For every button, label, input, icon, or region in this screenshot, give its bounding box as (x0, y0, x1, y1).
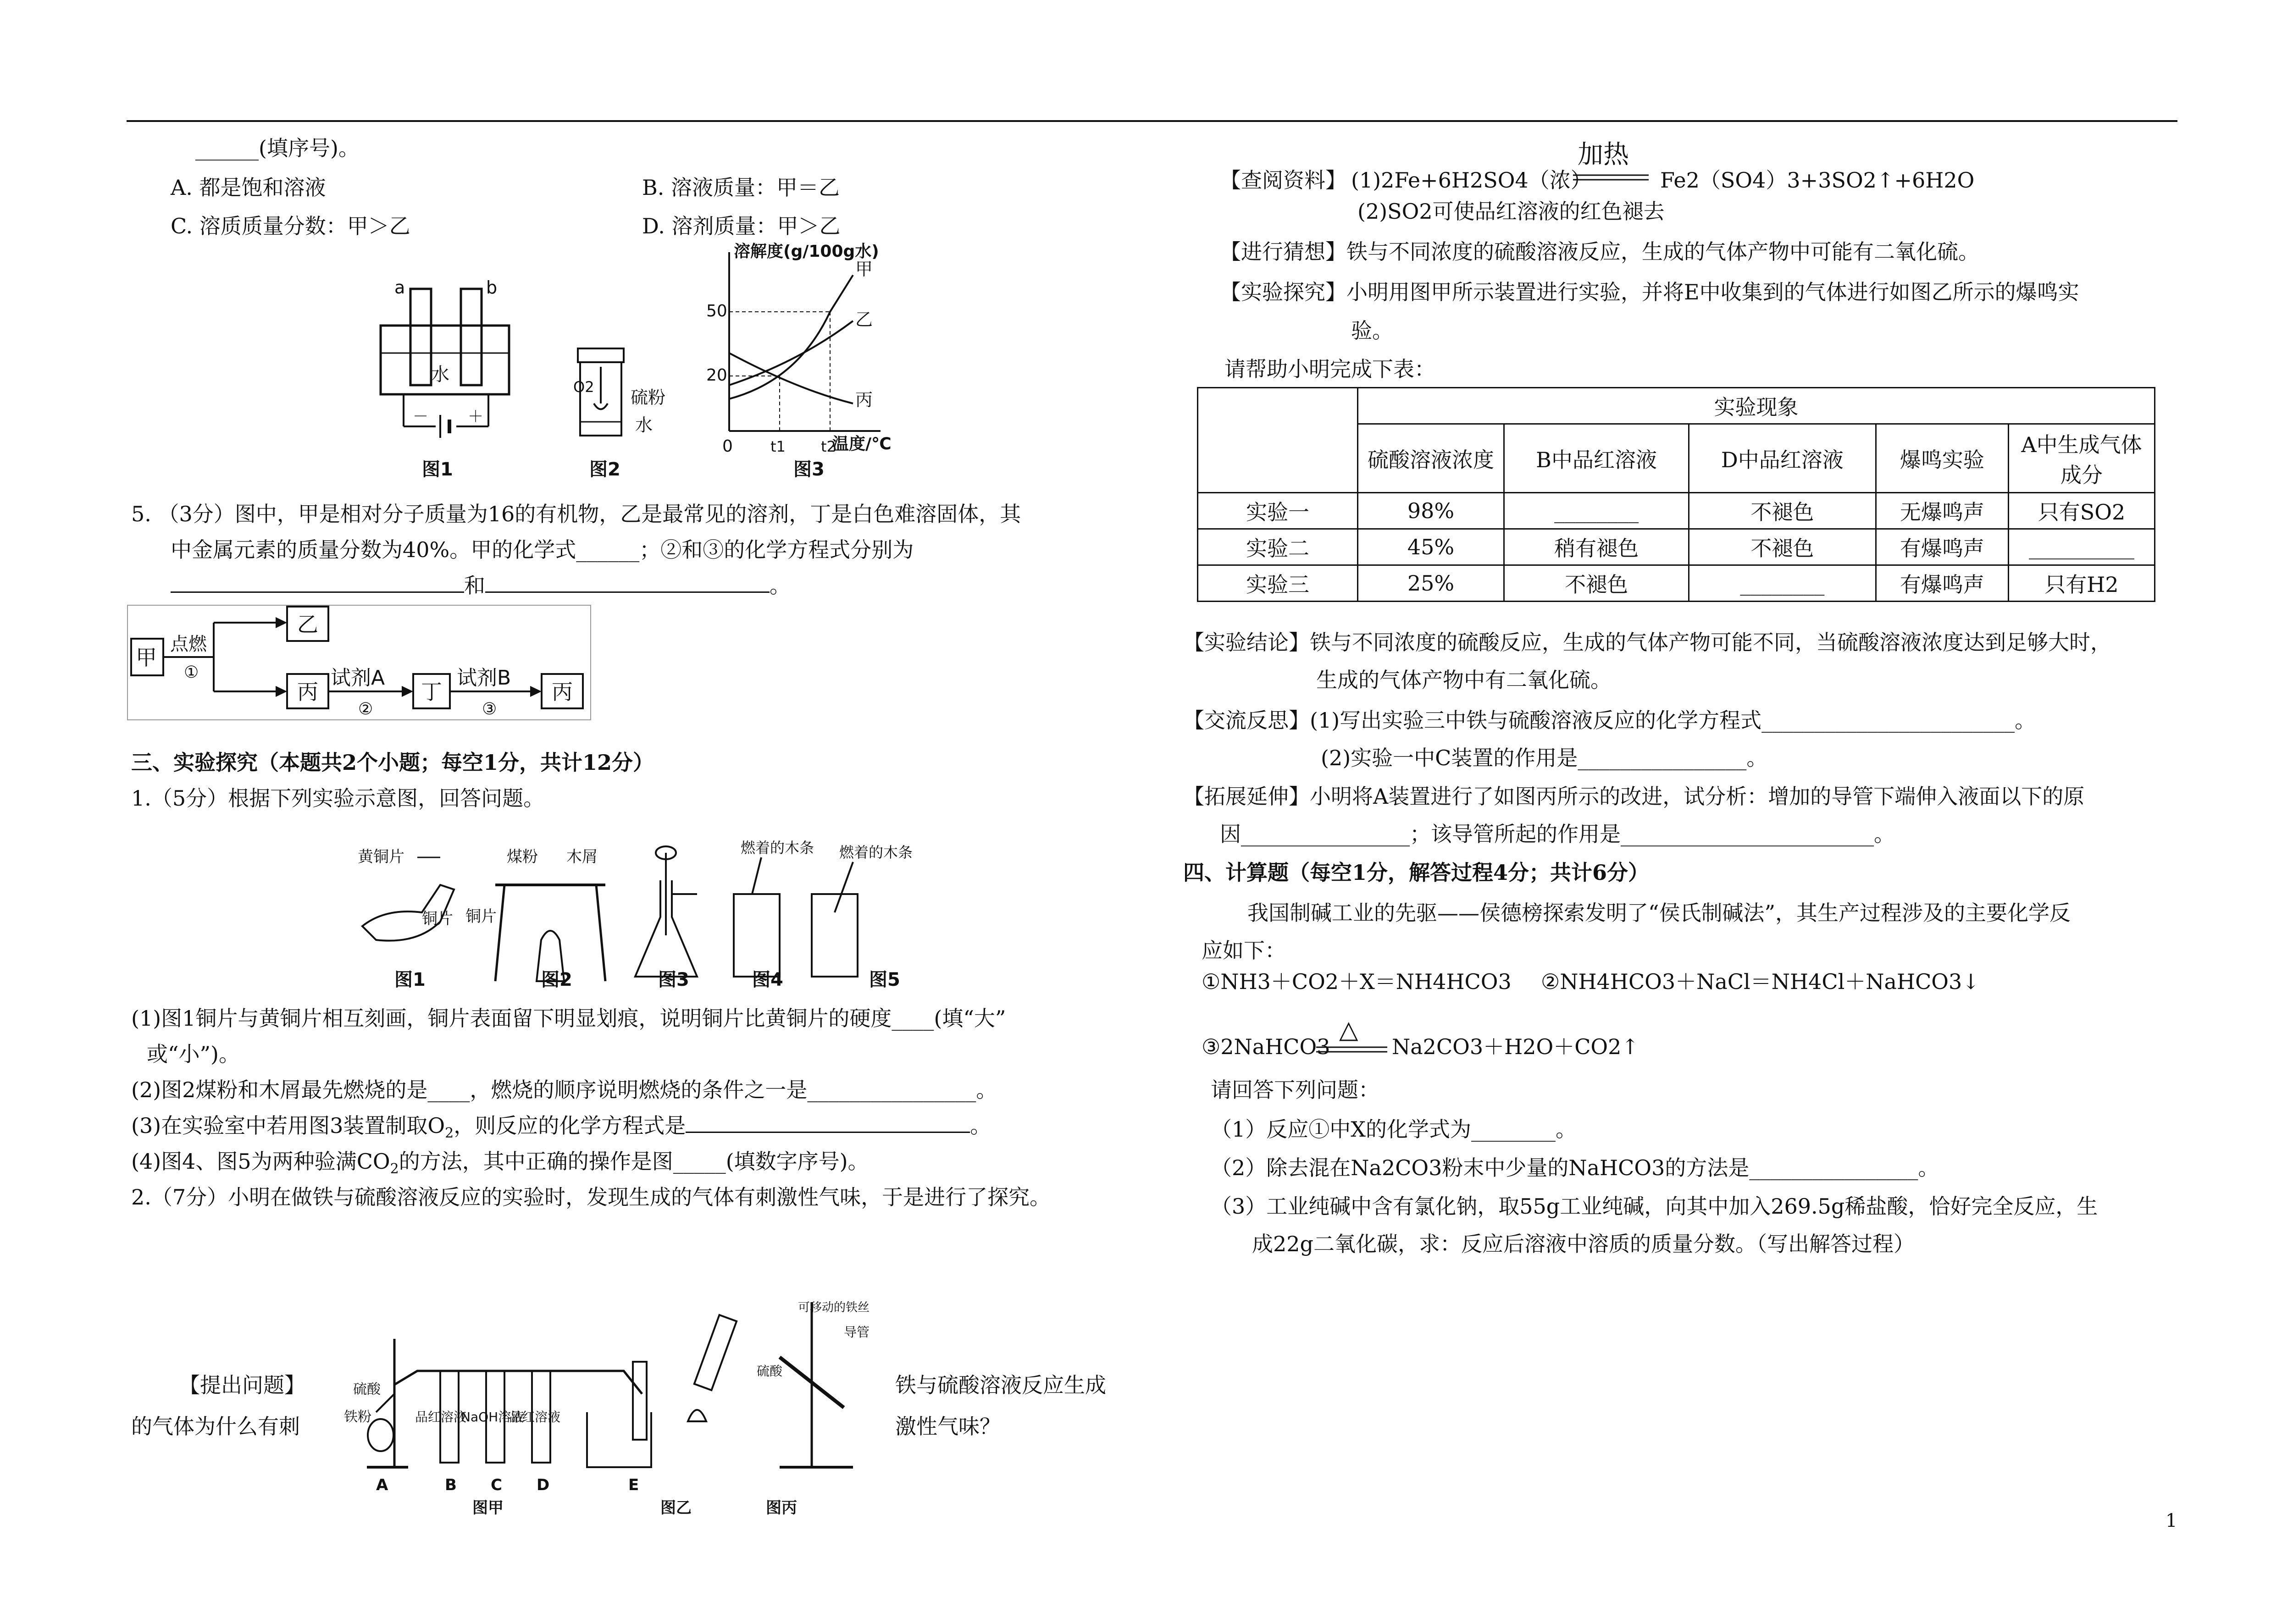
table-row: 实验二 45% 稍有褪色 不褪色 有爆鸣声 __________ (1198, 529, 2155, 565)
flow-reagent-b: 试剂B (457, 666, 511, 690)
heat-double-line (1573, 173, 1651, 182)
flow-reagent-a: 试剂A (331, 666, 385, 690)
graph-xlabel: 温度/℃ (832, 435, 892, 453)
graph-xtick-0: 0 (722, 437, 733, 456)
calc-q1: （1）反应①中X的化学式为________。 (1211, 1117, 1577, 1142)
section4-title: 四、计算题（每空1分，解答过程4分；共计6分） (1183, 860, 1650, 885)
fig1-caption: 图1 (422, 459, 453, 480)
ref1-tail: Fe2（SO4）3+3SO2↑+6H2O (1660, 168, 1975, 193)
combustion-figures (349, 839, 926, 990)
app-d-reagent: 品红溶液 (509, 1409, 561, 1425)
header-d: D中品红溶液 (1689, 424, 1876, 493)
flow-yi: 乙 (297, 612, 318, 637)
graph-curve-yi (729, 321, 853, 385)
electrolysis-figure (376, 277, 514, 445)
app-acid2: 硫酸 (757, 1364, 783, 1379)
eq1: ①NH3＋CO2＋X＝NH4HCO3 (1202, 969, 1512, 994)
fig-stick4-label: 燃着的木条 (741, 839, 814, 856)
eq3-double-line (1316, 1045, 1390, 1055)
flow-bing: 丙 (297, 679, 318, 704)
fig2-water: 水 (635, 415, 653, 435)
guess: 【进行猜想】铁与不同浓度的硫酸溶液反应，生成的气体产物中可能有二氧化硫。 (1220, 239, 1979, 264)
app-cap-jia: 图甲 (472, 1499, 504, 1517)
eq3-right: Na2CO3＋H2O＋CO2↑ (1392, 1034, 1639, 1059)
q1-item1b: 或“小”)。 (147, 1042, 240, 1066)
heat-label: 加热 (1578, 140, 1629, 170)
app-label-a: A (376, 1476, 388, 1494)
app-label-e: E (628, 1476, 639, 1494)
reflect2: (2)实验一中C装置的作用是________________。 (1321, 746, 1768, 770)
flow-ding: 丁 (421, 679, 442, 704)
flow-bing2: 丙 (552, 679, 573, 704)
header-b: B中品红溶液 (1504, 424, 1689, 493)
apparatus-figure (344, 1301, 871, 1531)
app-b-reagent: 品红溶液 (415, 1409, 467, 1425)
row2-cap3: 图3 (658, 969, 689, 990)
flow-ignite: 点燃 (170, 634, 207, 655)
eq3-left: ③2NaHCO3 (1202, 1034, 1330, 1059)
ask-left2: 的气体为什么有刺 (131, 1414, 300, 1439)
flow-circle1: ① (184, 663, 199, 682)
app-label-c: C (491, 1476, 502, 1494)
app-label-b: B (445, 1476, 457, 1494)
app-label-d: D (537, 1476, 550, 1494)
row2-cap4: 图4 (752, 969, 783, 990)
row2-cap1: 图1 (394, 969, 426, 990)
fig1-minus: － (413, 408, 428, 426)
eq2: ②NH4HCO3＋NaCl＝NH4Cl＋NaHCO3↓ (1541, 969, 1980, 994)
calc-intro2: 应如下： (1202, 938, 1286, 963)
calc-q3a: （3）工业纯碱中含有氯化钠，取55g工业纯碱，向其中加入269.5g稀盐酸，恰好完全反应，生 (1211, 1194, 2098, 1219)
q1-item4: (4)图4、图5为两种验满$CO_2$的方法，其中正确的操作是图_____(填数字序号)。 (131, 1149, 869, 1177)
fig-wood-label: 木屑 (566, 848, 598, 866)
app-iron: 铁粉 (344, 1409, 371, 1425)
section3-title: 三、实验探究（本题共2个小题；每空1分，共计12分） (131, 750, 654, 775)
table-row: 实验三 25% 不褪色 ________ 有爆鸣声 只有H2 (1198, 565, 2155, 602)
q4-option-a: A. 都是饱和溶液 (171, 175, 326, 200)
fig-brass-label: 黄铜片 (358, 848, 404, 866)
ref2: (2)SO2可使品红溶液的红色褪去 (1357, 199, 1665, 224)
q1-intro: 1.（5分）根据下列实验示意图，回答问题。 (131, 786, 545, 811)
experiment-table (1197, 387, 2155, 602)
q1-item1: (1)图1铜片与黄铜片相互刻画，铜片表面留下明显划痕，说明铜片比黄铜片的硬度____(填“大” (131, 1006, 1006, 1031)
extend2: 因________________；该导管所起的作用是________________________。 (1220, 822, 1895, 846)
flow-diagram (127, 604, 594, 724)
q4-option-d: D. 溶剂质量：甲＞乙 (642, 214, 841, 238)
fig-copper-label: 铜片 (422, 910, 453, 928)
fig-stick5-label: 燃着的木条 (839, 844, 913, 861)
header-gas: A中生成气体成分 (2009, 424, 2155, 493)
app-cap-yi: 图乙 (660, 1499, 692, 1517)
phenomenon-header: 实验现象 (1358, 388, 2155, 424)
fig-copper2-label: 铜片 (465, 907, 497, 926)
fig1-plus: ＋ (468, 408, 483, 426)
graph-series-yi: 乙 (855, 309, 873, 330)
graph-ytick-20: 20 (706, 366, 727, 385)
header-concentration: 硫酸溶液浓度 (1358, 424, 1504, 493)
conclusion2: 生成的气体产物中有二氧化硫。 (1316, 668, 1612, 692)
fig3-caption: 图3 (793, 459, 825, 480)
app-acid: 硫酸 (353, 1381, 381, 1398)
calc-q3b: 成22g二氧化碳，求：反应后溶液中溶质的质量分数。（写出解答过程） (1252, 1232, 1915, 1256)
row2-cap2: 图2 (541, 969, 572, 990)
q1-item3: (3)在实验室中若用图3装置制取$O_2$，则反应的化学方程式是 。 (131, 1113, 991, 1142)
fig-coal-label: 煤粉 (507, 848, 538, 866)
flow-circle2: ② (358, 700, 373, 718)
graph-curve-jia (729, 275, 853, 399)
app-tube: 导管 (844, 1325, 870, 1340)
extend1: 【拓展延伸】小明将A装置进行了如图丙所示的改进，试分析：增加的导管下端伸入液面以下的原 (1183, 784, 2085, 809)
q5-and: 和 (464, 573, 485, 598)
header-rule (127, 120, 2177, 122)
explore2: 验。 (1351, 318, 1393, 343)
q5-line2: 中金属元素的质量分数为40%。甲的化学式______；②和③的化学方程式分别为 (171, 537, 914, 562)
conclusion1: 【实验结论】铁与不同浓度的硫酸反应，生成的气体产物可能不同，当硫酸溶液浓度达到足够大时， (1183, 630, 2111, 655)
page-number: 1 (2166, 1510, 2177, 1531)
ask-right1: 铁与硫酸溶液反应生成 (895, 1373, 1106, 1398)
graph-xtick-t1: t1 (770, 438, 786, 455)
header-pop: 爆鸣实验 (1876, 424, 2008, 493)
graph-series-bing: 丙 (855, 390, 873, 410)
flow-jia: 甲 (136, 645, 157, 670)
q4-option-c: C. 溶质质量分数：甲＞乙 (171, 214, 410, 238)
q5-line3: 和 。 (171, 571, 791, 600)
row2-cap5: 图5 (869, 969, 900, 990)
fig2-caption: 图2 (589, 459, 620, 480)
calc-q2: （2）除去混在Na2CO3粉末中少量的NaHCO3的方法是________________。 (1211, 1155, 1939, 1180)
triangle-label: △ (1339, 1015, 1358, 1044)
q4-option-b: B. 溶液质量：甲＝乙 (642, 175, 840, 200)
q5-line1: 5. （3分）图中，甲是相对分子质量为16的有机物，乙是最常见的溶剂，丁是白色难溶固体，其 (131, 502, 1021, 526)
app-movable: 可移动的铁丝 (798, 1301, 870, 1315)
explore1: 【实验探究】小明用图甲所示装置进行实验，并将E中收集到的气体进行如图乙所示的爆鸣实 (1220, 280, 2079, 304)
graph-series-jia: 甲 (855, 259, 873, 279)
fig2-o2: O2 (573, 378, 594, 396)
calc-intro1: 我国制碱工业的先驱——侯德榜探索发明了“侯氏制碱法”，其生产过程涉及的主要化学反 (1247, 900, 2071, 925)
q2-intro: 2.（7分）小明在做铁与硫酸溶液反应的实验时，发现生成的气体有刺激性气味，于是进行了探究。 (131, 1185, 1051, 1210)
q4-fill: ______(填序号)。 (195, 136, 360, 160)
fig1-label-a: a (394, 277, 405, 298)
flow-circle3: ③ (482, 700, 497, 718)
reflect1: 【交流反思】(1)写出实验三中铁与硫酸溶液反应的化学方程式________________________。 (1183, 708, 2036, 733)
ask-label: 【提出问题】 (179, 1373, 305, 1398)
app-cap-bing: 图丙 (766, 1499, 797, 1517)
fig2-sulfur: 硫粉 (631, 387, 666, 408)
q1-item2: (2)图2煤粉和木屑最先燃烧的是____，燃烧的顺序说明燃烧的条件之一是________________。 (131, 1077, 997, 1102)
help-text: 请帮助小明完成下表： (1224, 357, 1435, 381)
fig1-water: 水 (431, 364, 449, 385)
table-row: 实验一 98% ________ 不褪色 无爆鸣声 只有SO2 (1198, 493, 2155, 529)
ask-right2: 激性气味？ (895, 1414, 1001, 1439)
fig1-label-b: b (486, 277, 498, 298)
app-c-reagent: NaOH溶液 (461, 1409, 524, 1425)
gas-bottle-figure (569, 339, 688, 449)
calc-ask: 请回答下列问题： (1211, 1077, 1379, 1102)
ref-label: 【查阅资料】 (1220, 168, 1346, 193)
graph-ylabel: 溶解度(g/100g水) (734, 242, 879, 261)
ref1: (1)2Fe+6H2SO4（浓） (1351, 168, 1592, 193)
graph-xtick-t2: t2 (821, 438, 836, 455)
solubility-graph (706, 243, 936, 454)
graph-ytick-50: 50 (706, 302, 727, 320)
